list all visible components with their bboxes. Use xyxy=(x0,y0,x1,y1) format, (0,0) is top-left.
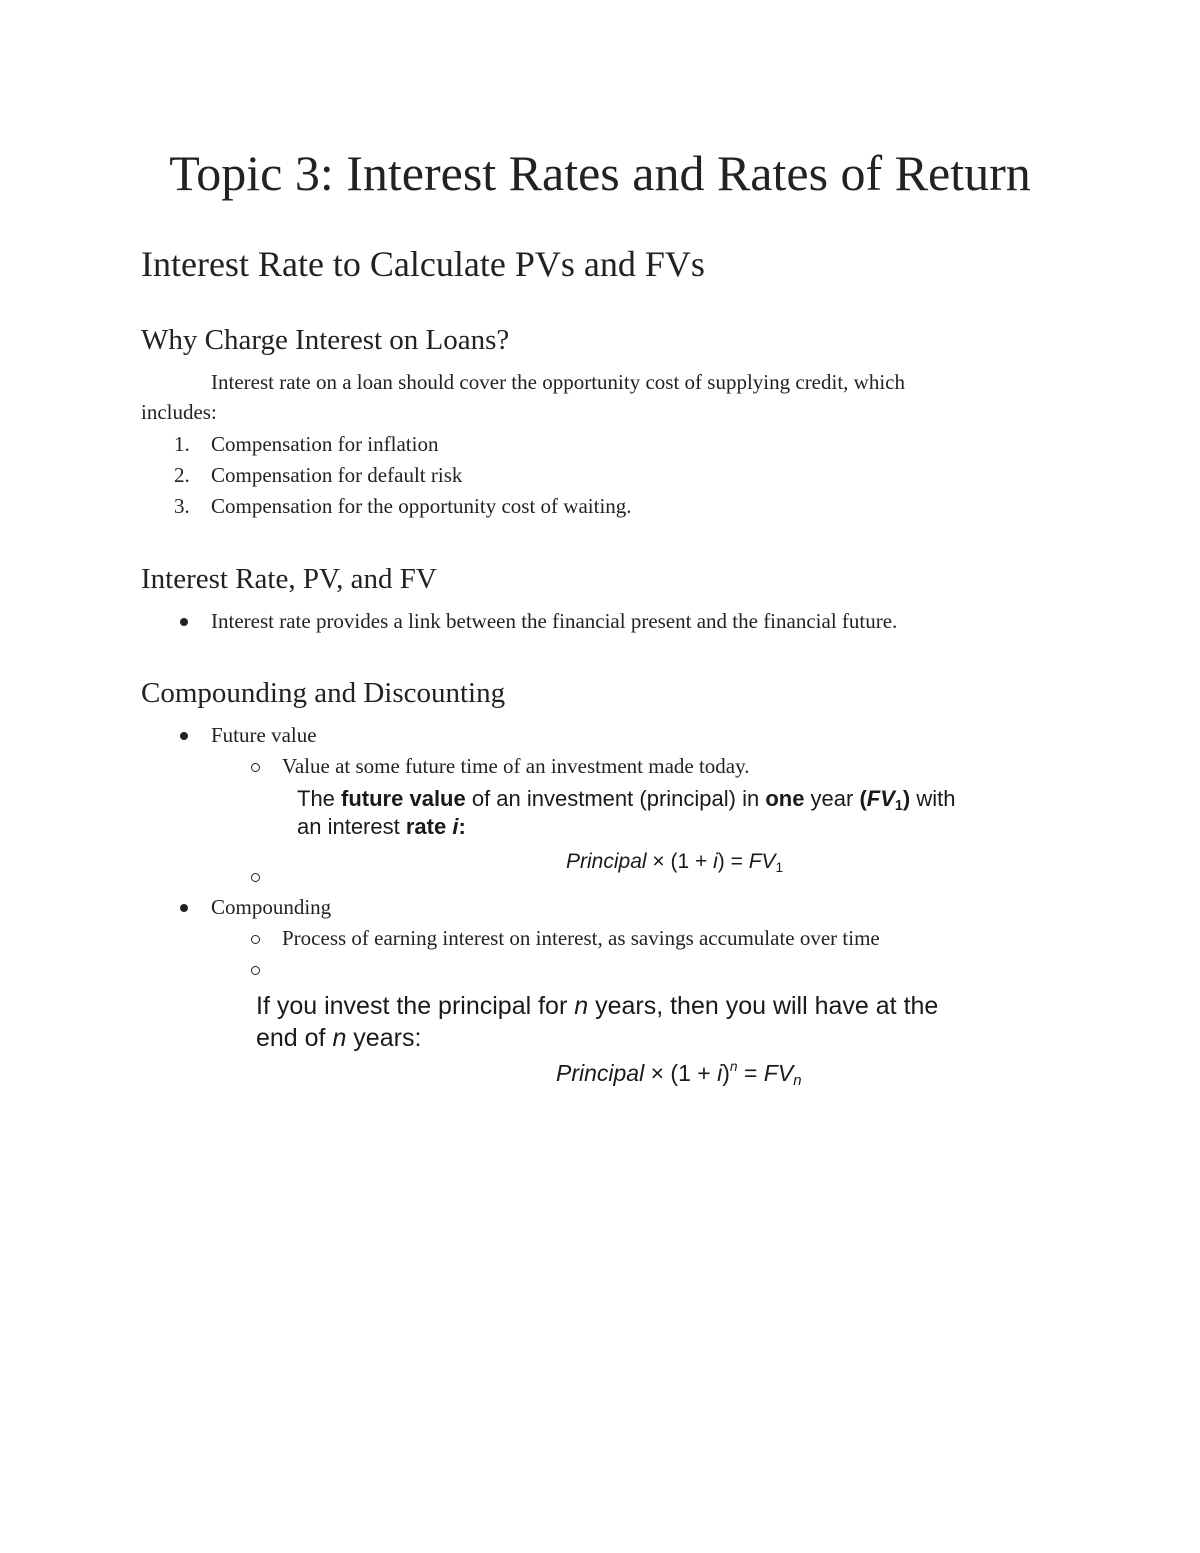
future-value-label: Future value xyxy=(211,723,317,747)
compounding-formula: Principal × $(1 + i)^n = FV_n$ xyxy=(556,1059,802,1089)
fv-formula: Principal × $(1 + i) = FV_1$ xyxy=(566,850,784,875)
list-number: 3. xyxy=(174,494,190,518)
compounding-description: Process of earning interest on interest, as savings accumulate over time xyxy=(282,926,880,950)
pv-fv-bullet-text: Interest rate provides a link between the financial present and the financial future. xyxy=(211,609,898,633)
intro-text-line1: Interest rate on a loan should cover the opportunity cost of supplying credit, which xyxy=(211,370,905,394)
fv-figure-line1: The future value of an investment (principal) in one year $(FV_1)$ with xyxy=(297,786,956,814)
fv-figure-line2: an interest rate i: xyxy=(297,814,466,839)
compounding-figure-line2: end of n years: xyxy=(256,1024,422,1052)
circle-bullet-icon xyxy=(251,763,260,772)
future-value-description: Value at some future time of an investment made today. xyxy=(282,754,750,778)
pv-fv-heading: Interest Rate, PV, and FV xyxy=(141,563,437,595)
list-item: Compensation for the opportunity cost of waiting. xyxy=(211,494,632,518)
compounding-figure-line1: If you invest the principal for n years, then you will have at the xyxy=(256,992,939,1020)
compounding-heading: Compounding and Discounting xyxy=(141,677,506,709)
list-number: 2. xyxy=(174,463,190,487)
list-number: 1. xyxy=(174,432,190,456)
document-title: Topic 3: Interest Rates and Rates of Return xyxy=(169,145,1031,201)
intro-text-line2: includes: xyxy=(141,400,217,424)
section-heading: Interest Rate to Calculate PVs and FVs xyxy=(141,244,705,284)
list-item: Compensation for default risk xyxy=(211,463,463,487)
circle-bullet-icon xyxy=(251,935,260,944)
bullet-icon xyxy=(180,904,188,912)
bullet-icon xyxy=(180,618,188,626)
bullet-icon xyxy=(180,732,188,740)
circle-bullet-icon xyxy=(251,873,260,882)
circle-bullet-icon xyxy=(251,966,260,975)
compounding-label: Compounding xyxy=(211,895,332,919)
why-charge-heading: Why Charge Interest on Loans? xyxy=(141,324,510,356)
list-item: Compensation for inflation xyxy=(211,432,439,456)
